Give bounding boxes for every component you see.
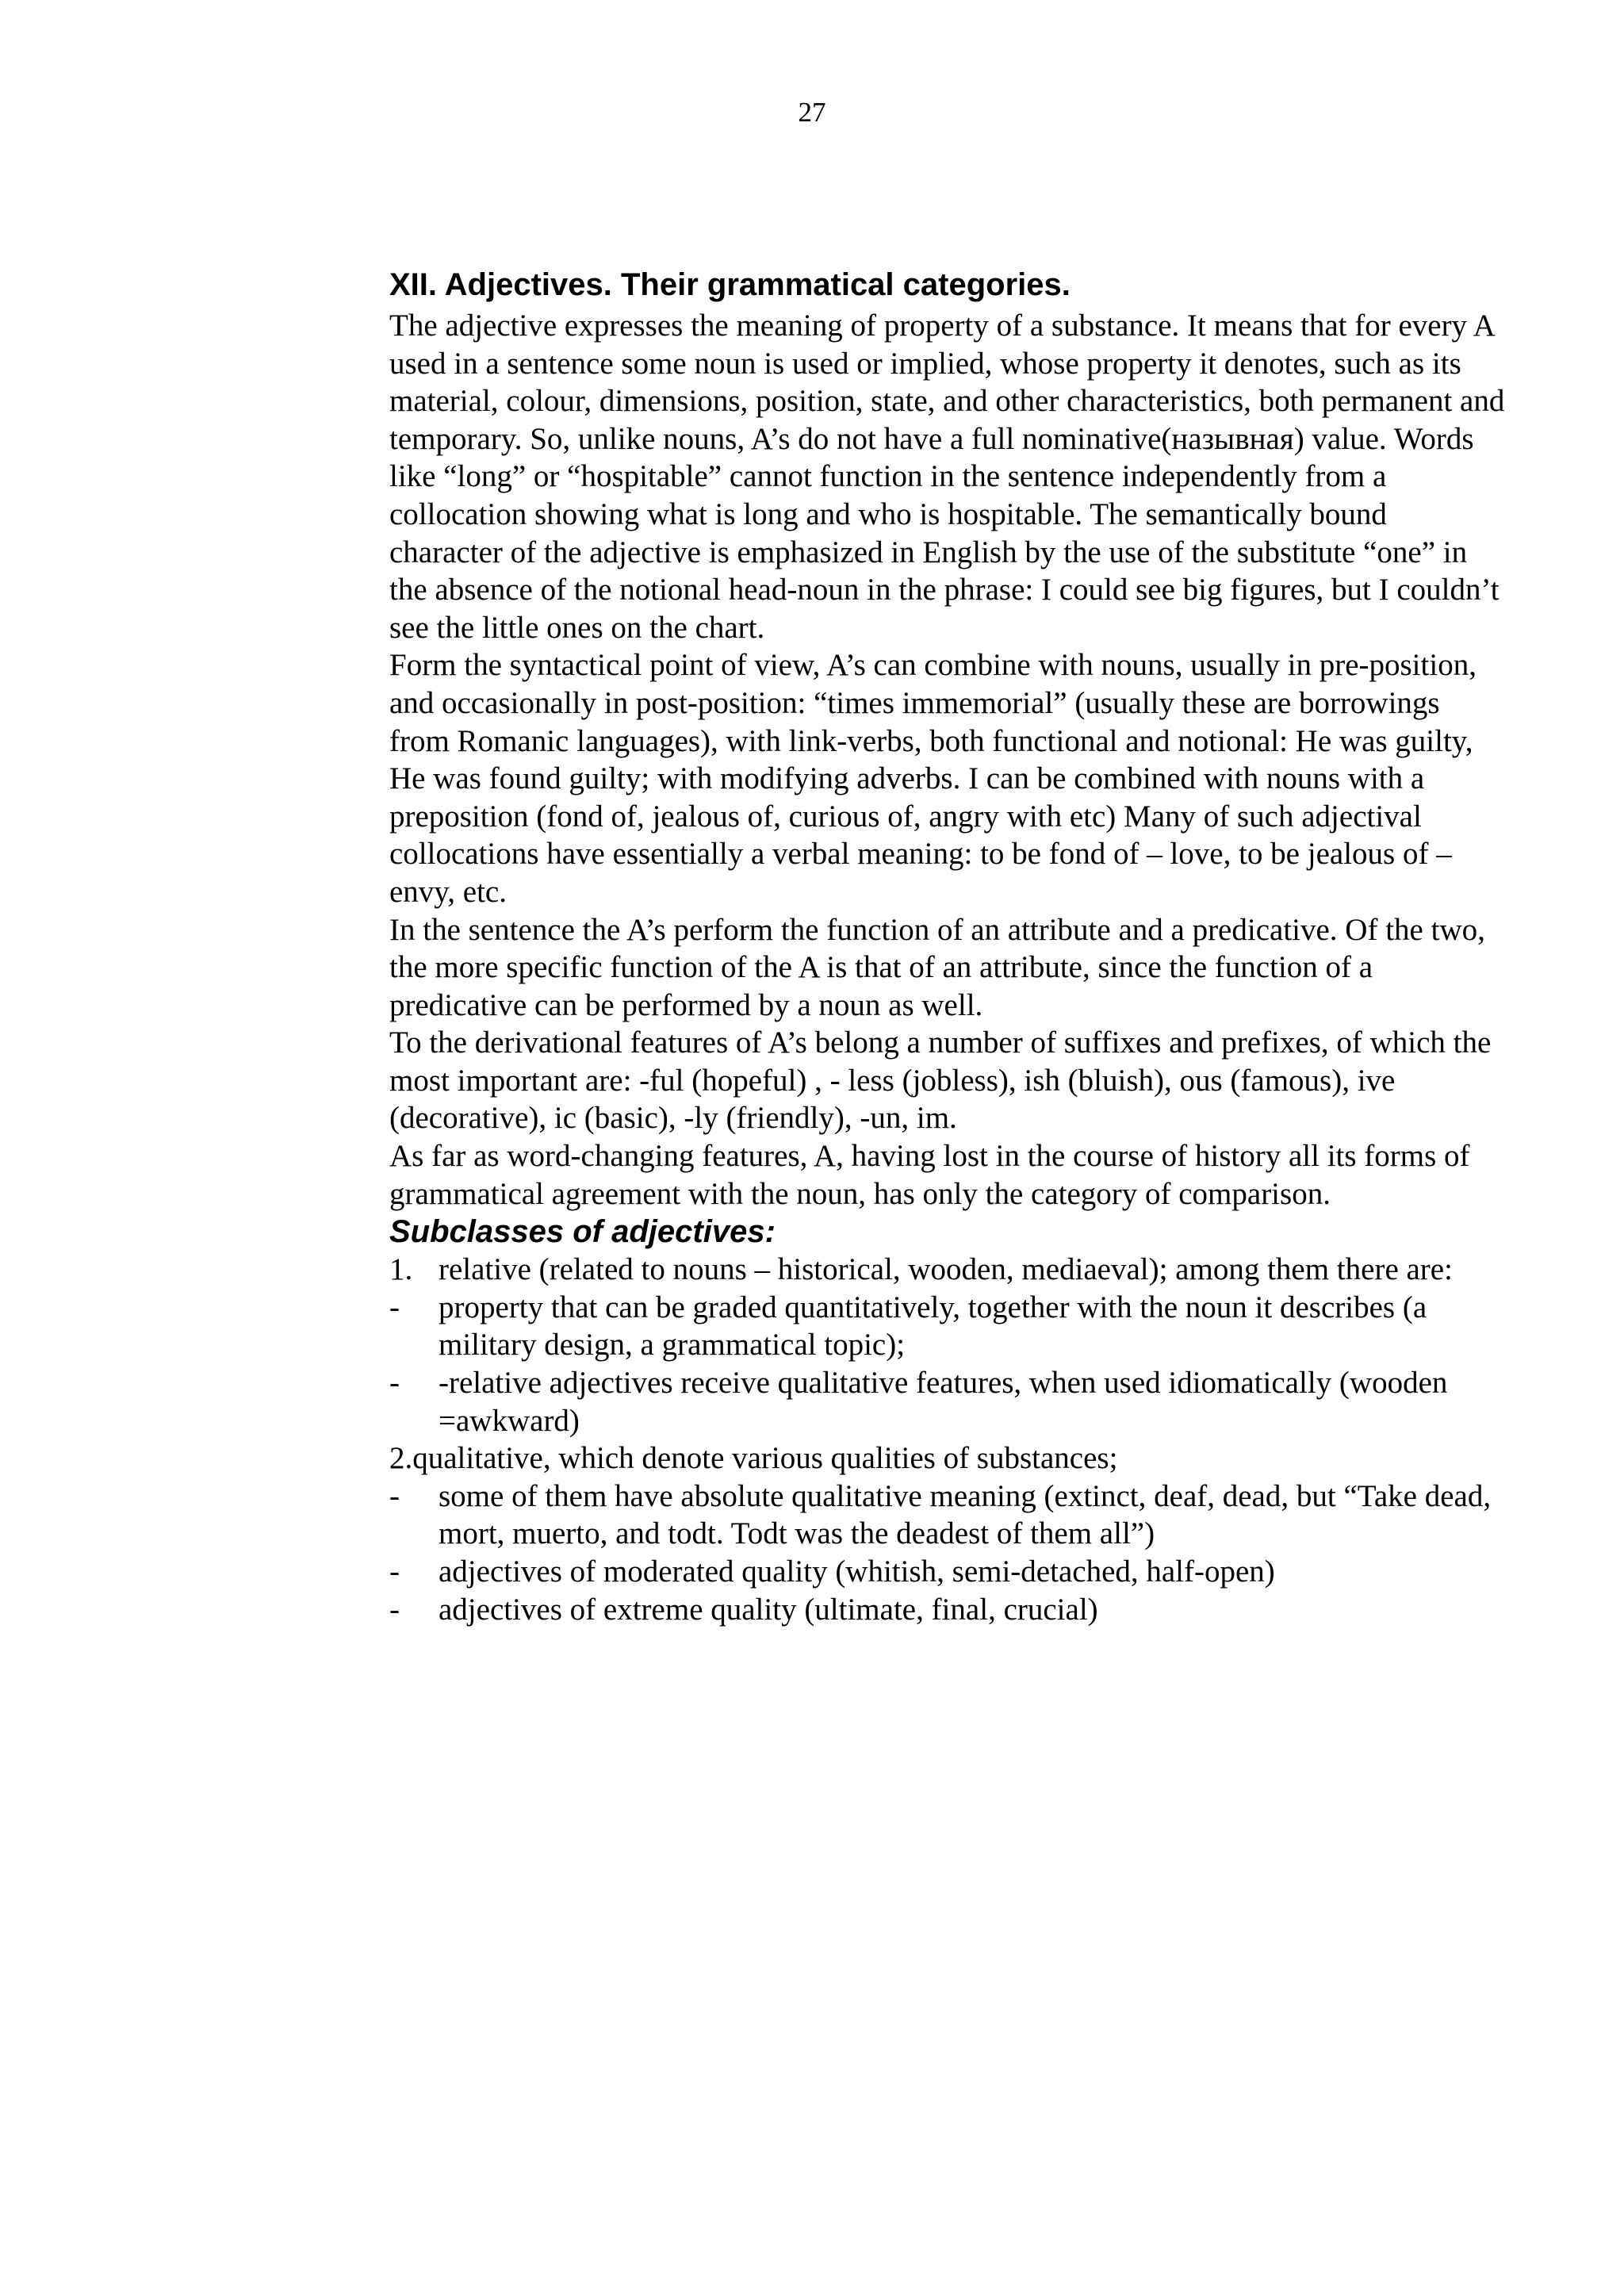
list-item-dash bbox=[389, 1591, 1507, 1629]
paragraph-4: To the derivational features of A’s belong a number of suffixes and prefixes, of which the most important are: -ful (hopeful) , - less (jobless), ish (bluish), ous (famous), ive (decorative), ic (basic), -ly (friendly), -un, im. bbox=[389, 1025, 1492, 1136]
list-item-text: adjectives of extreme quality (ultimate, final, crucial) bbox=[439, 1592, 1098, 1627]
list-item-relative bbox=[389, 1251, 1507, 1289]
paragraph-5: As far as word-changing features, A, having lost in the course of history all its forms of grammatical agreement with the noun, has only the category of comparison. bbox=[389, 1139, 1470, 1211]
paragraph-3: In the sentence the A’s perform the function of an attribute and a predicative. Of the two, the more specific function of the A is that of an attribute, since the function of a predicative can be performed by a noun as well. bbox=[389, 912, 1485, 1022]
section-heading: XII. Adjectives. Their grammatical categories. bbox=[389, 267, 1071, 302]
dash-marker: - bbox=[389, 1592, 400, 1627]
list-item-dash bbox=[389, 1553, 1507, 1591]
list-item-dash bbox=[389, 1478, 1507, 1553]
page-number: 27 bbox=[798, 97, 826, 128]
subclasses-heading: Subclasses of adjectives: bbox=[389, 1214, 776, 1250]
dash-marker: - bbox=[389, 1554, 400, 1589]
dash-marker: - bbox=[389, 1478, 400, 1513]
list-item-text: some of them have absolute qualitative meaning (extinct, deaf, dead, but “Take dead, mort, muerto, and todt. Todt was the deadest of them all”) bbox=[439, 1478, 1492, 1551]
list-number-1: 1. bbox=[389, 1252, 413, 1287]
paragraph-2: Form the syntactical point of view, A’s can combine with nouns, usually in pre-position, and occasionally in post-position: “times immemorial” (usually these are borrowings from Romanic languages), with link-verbs, both functional and notional: He was guilty, He was found guilty; with modifying adverbs. I can be combined with nouns with a preposition (fond of, jealous of, curious of, angry with etc) Many of such adjectival collocations have essentially a verbal meaning: to be fond of – love, to be jealous of – envy, etc. bbox=[389, 648, 1477, 909]
list-item-text: property that can be graded quantitatively, together with the noun it describes (a military design, a grammatical topic); bbox=[439, 1290, 1427, 1363]
list-item-text: adjectives of moderated quality (whitish, semi-detached, half-open) bbox=[439, 1554, 1275, 1589]
list-item-qualitative: 2.qualitative, which denote various qualities of substances; bbox=[389, 1441, 1118, 1476]
list-item-text: relative (related to nouns – historical, wooden, mediaeval); among them there are: bbox=[439, 1252, 1453, 1287]
paragraph-1: The adjective expresses the meaning of property of a substance. It means that for every A used in a sentence some noun is used or implied, whose property it denotes, such as its material, colour, dimensions, position, state, and other characteristics, both permanent and temporary. So, unlike nouns, A’s do not have a full nominative(назывная) value. Words like “long” or “hospitable” cannot function in the sentence independently from a collocation showing what is long and who is hospitable. The semantically bound character of the adjective is emphasized in English by the use of the substitute “one” in the absence of the notional head-noun in the phrase: I could see big figures, but I couldn’t see the little ones on the chart. bbox=[389, 309, 1505, 645]
list-item-dash bbox=[389, 1289, 1507, 1364]
document-body bbox=[389, 264, 1507, 1628]
list-item-text: -relative adjectives receive qualitative features, when used idiomatically (wooden =awkward) bbox=[439, 1366, 1448, 1438]
dash-marker: - bbox=[389, 1366, 400, 1401]
list-item-dash bbox=[389, 1364, 1507, 1439]
dash-marker: - bbox=[389, 1290, 400, 1324]
